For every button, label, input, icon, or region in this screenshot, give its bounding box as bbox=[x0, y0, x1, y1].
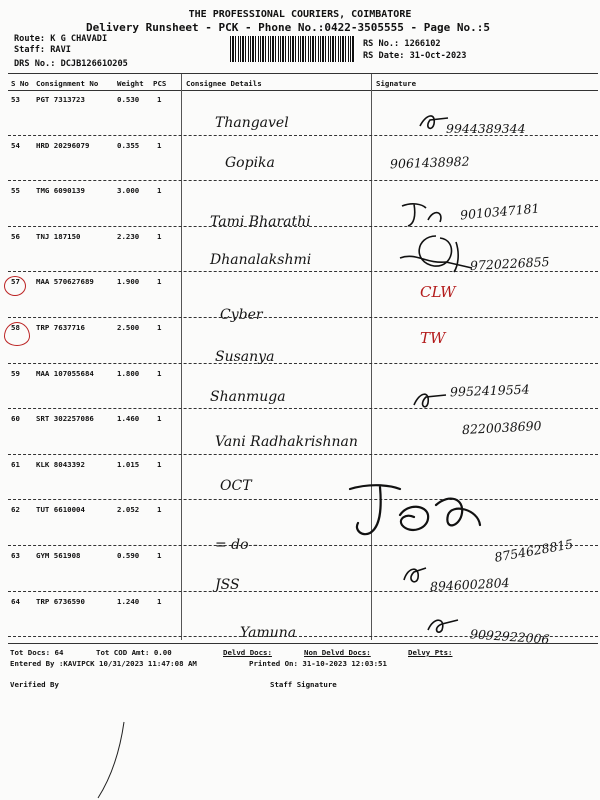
row-consignment-number: KLK 8043392 bbox=[36, 459, 85, 469]
col-sno-header: S No bbox=[11, 79, 29, 88]
row-serial-number: 55 bbox=[11, 186, 20, 196]
row-weight: 1.460 bbox=[117, 414, 140, 424]
row-consignee-name: Susanya bbox=[215, 349, 275, 365]
total-cod-amount: Tot COD Amt: 0.00 bbox=[96, 648, 172, 657]
row-serial-number: 61 bbox=[11, 459, 20, 469]
col-signature-header: Signature bbox=[376, 79, 417, 88]
row-serial-number: 64 bbox=[11, 596, 20, 606]
col-weight-header: Weight bbox=[117, 79, 144, 88]
row-serial-number: 53 bbox=[11, 95, 20, 104]
row-consignment-number: TRP 7637716 bbox=[36, 323, 85, 332]
row-weight: 2.500 bbox=[117, 323, 140, 332]
barcode bbox=[230, 36, 355, 62]
signature-scribble-55 bbox=[400, 200, 450, 230]
row-pieces: 1 bbox=[157, 231, 162, 241]
row-consignee-name: Thangavel bbox=[215, 115, 289, 131]
row-signature: 9010347181 bbox=[459, 200, 541, 223]
row-consignee-name: = do - bbox=[215, 537, 258, 554]
row-separator bbox=[8, 135, 598, 136]
row-serial-number: 54 bbox=[11, 140, 20, 150]
row-consignment-number: TRP 6736590 bbox=[36, 596, 85, 606]
row-pieces: 1 bbox=[157, 140, 162, 150]
row-signature: 9092922006 bbox=[469, 625, 550, 647]
signature-scribble-53 bbox=[418, 110, 452, 134]
row-separator bbox=[8, 636, 598, 637]
row-pieces: 1 bbox=[157, 368, 162, 378]
row-consignment-number: HRD 20296079 bbox=[36, 140, 90, 150]
row-signature: 8754628815 bbox=[493, 536, 575, 566]
row-consignee-name: Vani Radhakrishnan bbox=[215, 434, 358, 451]
rs-date: RS Date: 31-Oct-2023 bbox=[363, 51, 467, 61]
non-delivered-docs: Non Delvd Docs: bbox=[304, 648, 371, 657]
row-pieces: 1 bbox=[157, 277, 162, 287]
row-consignee-name: Cyber bbox=[220, 307, 263, 324]
route-label: Route: K G CHAVADI bbox=[14, 34, 108, 44]
row-weight: 1.015 bbox=[117, 459, 140, 469]
staff-signature-label: Staff Signature bbox=[270, 680, 337, 689]
row-weight: 1.800 bbox=[117, 368, 140, 378]
signature-scribble-63 bbox=[400, 562, 430, 588]
row-signature: 9720226855 bbox=[469, 253, 550, 273]
row-pieces: 1 bbox=[157, 505, 162, 515]
row-weight: 0.590 bbox=[117, 551, 140, 560]
row-pieces: 1 bbox=[157, 323, 162, 332]
signature-scribble-56 bbox=[396, 232, 476, 276]
row-pieces: 1 bbox=[157, 95, 162, 104]
row-serial-number: 62 bbox=[11, 505, 20, 515]
row-signature: 8946002804 bbox=[429, 574, 510, 595]
row-weight: 2.230 bbox=[117, 231, 140, 241]
row-separator bbox=[8, 545, 598, 546]
row-weight: 1.900 bbox=[117, 277, 140, 287]
signature-scribble-59 bbox=[410, 385, 450, 415]
drs-number: DRS No.: DCJB12661O205 bbox=[14, 59, 128, 69]
row-serial-number: 58 bbox=[11, 323, 20, 332]
row-pieces: 1 bbox=[157, 551, 162, 560]
verified-by-label: Verified By bbox=[10, 680, 59, 689]
row-separator bbox=[8, 591, 598, 592]
row-consignment-number: GYM 561908 bbox=[36, 551, 81, 560]
row-signature: 9061438982 bbox=[389, 153, 470, 171]
row-signature: 8220038690 bbox=[461, 418, 542, 438]
row-consignee-name: JSS bbox=[215, 577, 240, 593]
circle-mark-57 bbox=[4, 276, 26, 296]
row-signature: TW bbox=[420, 329, 446, 347]
row-serial-number: 56 bbox=[11, 231, 20, 241]
col-consignment-header: Consignment No bbox=[36, 79, 99, 88]
row-separator bbox=[8, 180, 598, 181]
row-consignment-number: MAA 107055684 bbox=[36, 368, 94, 378]
row-pieces: 1 bbox=[157, 186, 162, 196]
row-weight: 0.355 bbox=[117, 140, 140, 150]
company-title: THE PROFESSIONAL COURIERS, COIMBATORE bbox=[188, 9, 412, 20]
row-consignee-name: OCT bbox=[220, 477, 252, 494]
row-weight: 2.052 bbox=[117, 505, 140, 515]
row-consignment-number: MAA 570627689 bbox=[36, 277, 94, 287]
row-serial-number: 59 bbox=[11, 368, 20, 378]
delivered-docs: Delvd Docs: bbox=[223, 648, 272, 657]
row-consignee-name: Dhanalakshmi bbox=[210, 251, 312, 268]
row-consignee-name: Gopika bbox=[225, 154, 275, 171]
signature-scribble-64 bbox=[424, 612, 464, 638]
rs-number: RS No.: 1266102 bbox=[363, 39, 441, 49]
row-consignee-name: Tami Bharathi bbox=[210, 214, 311, 231]
row-serial-number: 57 bbox=[11, 277, 20, 287]
row-consignment-number: TUT 6610004 bbox=[36, 505, 85, 515]
row-separator bbox=[8, 408, 598, 409]
row-signature: 9952419554 bbox=[449, 381, 530, 399]
total-docs: Tot Docs: 64 bbox=[10, 648, 64, 657]
entered-by: Entered By :KAVIPCK 10/31/2023 11:47:08 AM bbox=[10, 659, 197, 668]
row-consignment-number: TNJ 187150 bbox=[36, 231, 81, 241]
row-serial-number: 60 bbox=[11, 414, 20, 424]
row-weight: 3.000 bbox=[117, 186, 140, 196]
col-pcs-header: PCS bbox=[153, 79, 167, 88]
row-consignee-name: Shanmuga bbox=[210, 388, 286, 405]
row-consignment-number: TMG 6090139 bbox=[36, 186, 85, 196]
row-signature: 9944389344 bbox=[446, 121, 526, 136]
delivery-points: Delvy Pts: bbox=[408, 648, 453, 657]
row-separator bbox=[8, 226, 598, 227]
scribble-signature bbox=[340, 475, 490, 545]
row-separator bbox=[8, 454, 598, 455]
row-separator bbox=[8, 317, 598, 318]
runsheet-subtitle: Delivery Runsheet - PCK - Phone No.:0422-3505555 - Page No.:5 bbox=[86, 21, 490, 34]
row-weight: 1.240 bbox=[117, 596, 140, 606]
row-separator bbox=[8, 363, 598, 364]
row-consignment-number: PGT 7313723 bbox=[36, 95, 85, 104]
staff-label: Staff: RAVI bbox=[14, 45, 71, 55]
row-pieces: 1 bbox=[157, 596, 162, 606]
row-separator bbox=[8, 271, 598, 272]
row-pieces: 1 bbox=[157, 459, 162, 469]
row-weight: 0.530 bbox=[117, 95, 140, 104]
row-pieces: 1 bbox=[157, 414, 162, 424]
col-consignee-header: Consignee Details bbox=[186, 79, 262, 88]
row-signature: CLW bbox=[420, 283, 456, 302]
row-consignee-name: Yamuna bbox=[240, 624, 297, 641]
row-consignment-number: SRT 302257086 bbox=[36, 414, 94, 424]
printed-on: Printed On: 31-10-2023 12:03:51 bbox=[249, 659, 387, 668]
row-serial-number: 63 bbox=[11, 551, 20, 560]
circle-mark-58 bbox=[4, 322, 30, 346]
pen-stroke bbox=[90, 720, 140, 800]
row-separator bbox=[8, 499, 598, 500]
